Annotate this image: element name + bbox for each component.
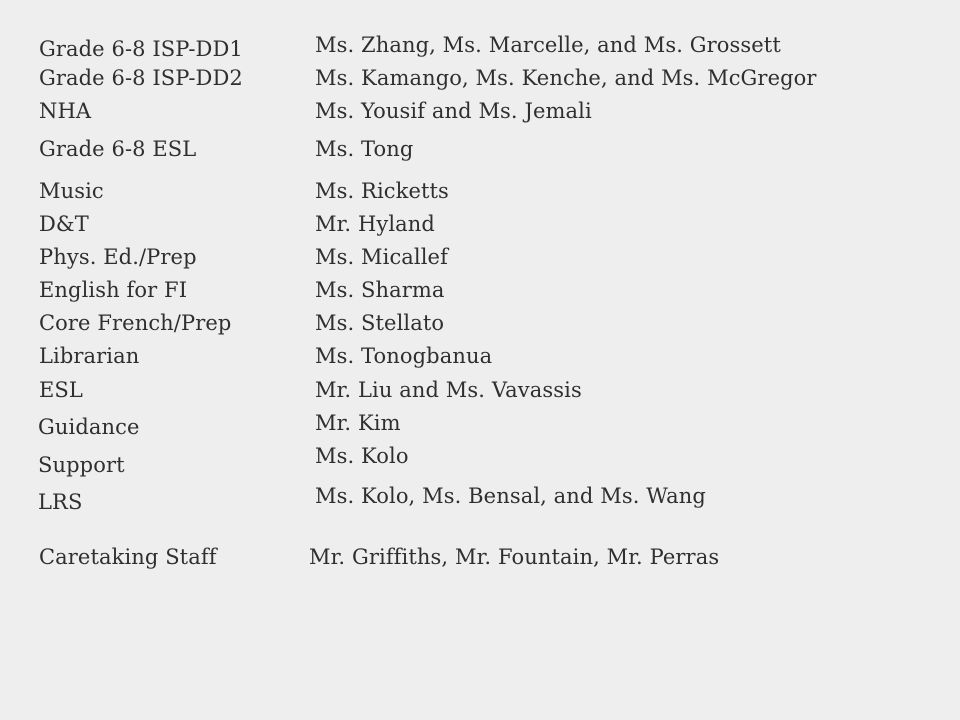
staff-names: Ms. Kamango, Ms. Kenche, and Ms. McGregor (315, 66, 817, 90)
staff-names: Ms. Stellato (315, 311, 445, 335)
staff-names: Ms. Tonogbanua (315, 344, 493, 368)
role-label: Caretaking Staff (39, 545, 217, 569)
role-label: NHA (39, 99, 92, 123)
staff-names: Ms. Yousif and Ms. Jemali (315, 99, 592, 123)
staff-names: Mr. Liu and Ms. Vavassis (315, 378, 582, 402)
staff-names: Ms. Micallef (315, 245, 448, 269)
role-label: Support (38, 453, 125, 477)
role-label: Music (39, 179, 104, 203)
role-label: LRS (38, 490, 83, 514)
role-label: ESL (39, 378, 83, 402)
staff-names: Ms. Sharma (315, 278, 445, 302)
staff-names: Mr. Griffiths, Mr. Fountain, Mr. Perras (309, 545, 720, 569)
staff-names: Ms. Zhang, Ms. Marcelle, and Ms. Grossett (315, 33, 781, 57)
staff-names: Ms. Kolo, Ms. Bensal, and Ms. Wang (315, 484, 706, 508)
role-label: Grade 6-8 ISP-DD2 (39, 66, 243, 90)
role-label: English for FI (39, 278, 188, 302)
role-label: Grade 6-8 ISP-DD1 (39, 37, 243, 61)
staff-names: Ms. Tong (315, 137, 414, 161)
role-label: Core French/Prep (39, 311, 232, 335)
staff-names: Ms. Kolo (315, 444, 409, 468)
role-label: Guidance (38, 415, 140, 439)
role-label: Phys. Ed./Prep (39, 245, 197, 269)
role-label: Grade 6-8 ESL (39, 137, 197, 161)
staff-names: Mr. Kim (315, 411, 401, 435)
staff-names: Ms. Ricketts (315, 179, 449, 203)
role-label: Librarian (39, 344, 140, 368)
staff-names: Mr. Hyland (315, 212, 435, 236)
role-label: D&T (39, 212, 89, 236)
